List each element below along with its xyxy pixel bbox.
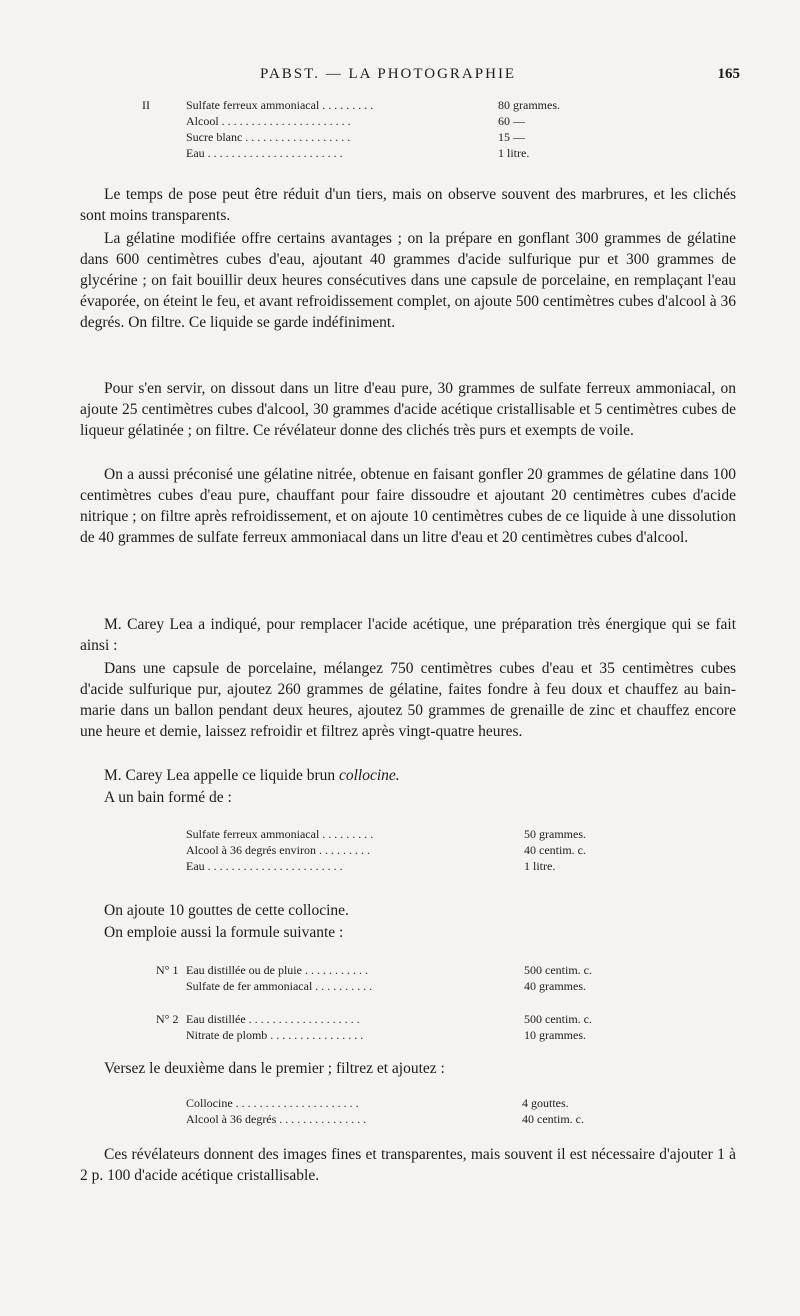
formula-row — [156, 963, 656, 979]
paragraph-usage: Pour s'en servir, on dissout dans un litre d'eau pure, 30 grammes de sulfate ferreux ammoniacal, on ajoute 25 centimètres cubes d'alcool, 30 grammes d'acide acétique cristallisable et 5 centimètres cubes de liqueur gélatinée ; on filtre. Ce révélateur donne des clichés très purs et exempts de voile. — [80, 380, 736, 439]
formula-II-table — [142, 98, 622, 162]
ingredient-name: Sucre blanc . . . . . . . . . . . . . . . . . . — [186, 130, 351, 144]
running-title: PABST. — LA PHOTOGRAPHIE — [260, 66, 517, 82]
formula-row — [156, 979, 656, 995]
ingredient-name: Alcool à 36 degrés environ . . . . . . . . . — [186, 843, 370, 857]
formula-row — [186, 1096, 646, 1112]
collocine-term: collocine. — [339, 767, 400, 784]
bath-formula-table — [186, 827, 646, 875]
paragraph-carey-lea-intro: M. Carey Lea a indiqué, pour remplacer l'acide acétique, une préparation très énergique qui se fait ainsi : — [80, 616, 736, 654]
ingredient-name: Eau . . . . . . . . . . . . . . . . . . . . . . . — [186, 859, 343, 873]
formula-n2-table — [156, 1012, 656, 1044]
formula-row — [186, 843, 646, 859]
ingredient-name: Nitrate de plomb . . . . . . . . . . . . . . . . — [186, 1028, 364, 1042]
ingredient-quantity: 40 centim. c. — [522, 1112, 584, 1126]
ingredient-quantity: 50 grammes. — [524, 827, 586, 841]
paragraph-exposure-time: Le temps de pose peut être réduit d'un tiers, mais on observe souvent des marbrures, et les clichés sont moins transparents. — [80, 186, 736, 224]
ingredient-quantity: 1 litre. — [498, 146, 530, 160]
ingredient-quantity: 80 grammes. — [498, 98, 560, 112]
paragraph-bath-intro: A un bain formé de : — [104, 789, 232, 806]
paragraph-preparation: Dans une capsule de porcelaine, mélangez 750 centimètres cubes d'eau et 35 centimètres cubes d'acide sulfurique pur, ajoutez 260 grammes de gélatine, faites fondre à feu doux et chauffez au bain-marie dans un ballon pendant deux heures, ajoutez 50 grammes de grenaille de zinc et chauffez encore une heure et demie, laissez refroidir et filtrez après vingt-quatre heures. — [80, 660, 736, 740]
formula-row — [186, 859, 646, 875]
ingredient-name: Sulfate de fer ammoniacal . . . . . . . . . . — [186, 979, 373, 993]
formula-row — [156, 1012, 656, 1028]
ingredient-quantity: 15 — — [498, 130, 525, 144]
paragraph-conclusion: Ces révélateurs donnent des images fines et transparentes, mais souvent il est nécessaire d'ajouter 1 à 2 p. 100 d'acide acétique cristallisable. — [80, 1146, 736, 1184]
formula-row — [156, 1028, 656, 1044]
ingredient-name: Alcool . . . . . . . . . . . . . . . . . . . . . . — [186, 114, 351, 128]
ingredient-quantity: 500 centim. c. — [524, 1012, 592, 1026]
collocine-formula-table — [186, 1096, 646, 1128]
ingredient-quantity: 10 grammes. — [524, 1028, 586, 1042]
paragraph-mix-instructions: Versez le deuxième dans le premier ; filtrez et ajoutez : — [104, 1060, 445, 1077]
formula-row — [186, 1112, 646, 1128]
ingredient-name: Sulfate ferreux ammoniacal . . . . . . . . . — [186, 98, 374, 112]
formula-label: N° 1 — [156, 963, 179, 977]
ingredient-name: Eau distillée . . . . . . . . . . . . . . . . . . . — [186, 1012, 360, 1026]
paragraph-other-formula: On emploie aussi la formule suivante : — [104, 924, 344, 941]
ingredient-quantity: 60 — — [498, 114, 525, 128]
ingredient-name: Alcool à 36 degrés . . . . . . . . . . . . . . . — [186, 1112, 367, 1126]
ingredient-name: Eau distillée ou de pluie . . . . . . . . . . . — [186, 963, 368, 977]
formula-label: N° 2 — [156, 1012, 179, 1026]
ingredient-quantity: 4 gouttes. — [522, 1096, 569, 1110]
formula-row — [186, 827, 646, 843]
formula-row — [142, 98, 622, 114]
ingredient-name: Collocine . . . . . . . . . . . . . . . . . . . . . — [186, 1096, 359, 1110]
ingredient-quantity: 1 litre. — [524, 859, 556, 873]
paragraph-add-drops: On ajoute 10 gouttes de cette collocine. — [104, 902, 349, 919]
formula-label: II — [142, 98, 150, 112]
running-head — [80, 66, 740, 86]
formula-n1-table — [156, 963, 656, 995]
formula-row — [142, 146, 622, 162]
formula-row — [142, 114, 622, 130]
ingredient-quantity: 40 grammes. — [524, 979, 586, 993]
ingredient-quantity: 500 centim. c. — [524, 963, 592, 977]
ingredient-name: Eau . . . . . . . . . . . . . . . . . . . . . . . — [186, 146, 343, 160]
ingredient-quantity: 40 centim. c. — [524, 843, 586, 857]
collocine-sentence: M. Carey Lea appelle ce liquide brun — [104, 767, 336, 784]
paragraph-collocine-name — [80, 765, 736, 786]
paragraph-nitrated-gelatin: On a aussi préconisé une gélatine nitrée, obtenue en faisant gonfler 20 grammes de gélatine dans 100 centimètres cubes d'eau pure, chauffant pour faire dissoudre et ajoutant 20 centimètres cubes d'acide nitrique ; on filtre après refroidissement, et on ajoute 10 centimètres cubes de ce liquide à une dissolution de 40 grammes de sulfate ferreux ammoniacal dans un litre d'eau et 20 centimètres cubes d'alcool. — [80, 466, 736, 546]
page-number: 165 — [717, 66, 740, 82]
ingredient-name: Sulfate ferreux ammoniacal . . . . . . . . . — [186, 827, 374, 841]
formula-row — [142, 130, 622, 146]
paragraph-modified-gelatin: La gélatine modifiée offre certains avantages ; on la prépare en gonflant 300 grammes de gélatine dans 600 centimètres cubes d'eau, ajoutant 40 grammes d'acide sulfurique pur et 300 grammes de glycérine ; on fait bouillir deux heures consécutives dans une capsule de porcelaine, en remplaçant l'eau évaporée, on éteint le feu, et avant refroidissement complet, on ajoute 500 centimètres cubes d'alcool à 36 degrés. On filtre. Ce liquide se garde indéfiniment. — [80, 230, 736, 331]
